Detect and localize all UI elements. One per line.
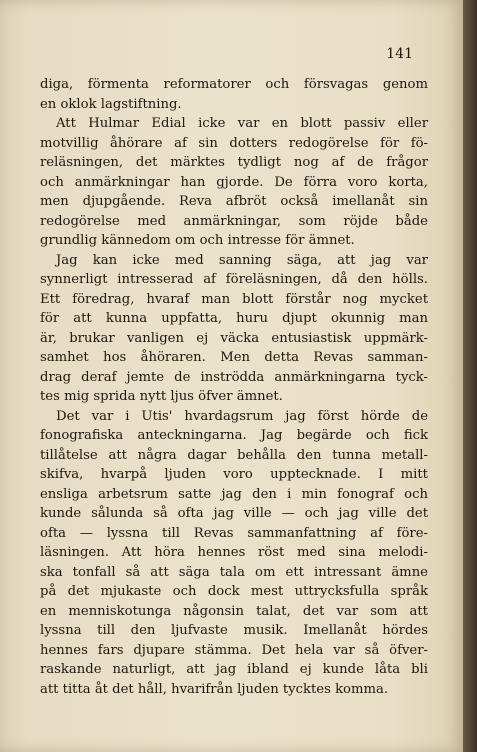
text-line: ofta — lyssna till Revas sammanfattning af före- [40, 525, 428, 541]
text-line: synnerligt intresserad af föreläsningen, då den hölls. [40, 272, 428, 287]
text-line: grundlig kännedom om och intresse för ämnet. [40, 233, 355, 248]
text-line: Jag kan icke med sanning säga, att jag var [56, 252, 428, 268]
text-line: hennes fars djupare stämma. Det hela var så öfver- [40, 642, 428, 658]
text-line: på det mjukaste och dock mest uttrycksfulla språk [40, 584, 428, 599]
text-line: motvillig åhörare af sin dotters redogörelse för fö- [40, 135, 428, 151]
text-line: skifva, hvarpå ljuden voro upptecknade. I mitt [40, 467, 428, 482]
book-edge [463, 0, 477, 752]
text-line: för att kunna uppfatta, huru djupt okunnig man [40, 311, 428, 326]
text-line: Ett föredrag, hvaraf man blott förstår nog mycket [40, 291, 428, 307]
text-line: är, brukar vanligen ej väcka entusiastisk uppmärk- [40, 330, 428, 346]
page-number: 141 [386, 46, 413, 62]
text-line: reläsningen, det märktes tydligt nog af de frågor [40, 155, 428, 170]
text-line: att titta åt det håll, hvarifrån ljuden tycktes komma. [40, 681, 389, 697]
text-line: samhet hos åhöraren. Men detta Revas samman- [40, 350, 428, 365]
text-line: och anmärkningar han gjorde. De förra voro korta, [40, 174, 428, 190]
text-line: läsningen. Att höra hennes röst med sina melodi- [40, 545, 428, 560]
text-line: ensliga arbetsrum satte jag den i min fonograf och [40, 486, 428, 502]
text-line: diga, förmenta reformatorer och försvagas genom [40, 77, 428, 92]
text-line: en oklok lagstiftning. [40, 96, 182, 112]
text-line: kunde sålunda så ofta jag ville — och jag ville det [40, 506, 428, 521]
page-text [40, 75, 428, 699]
text-line: fonografiska anteckningarna. Jag begärde och fick [40, 428, 428, 443]
text-line: en menniskotunga någonsin talat, det var som att [40, 603, 428, 619]
text-line: lyssna till den ljufvaste musik. Imellanåt hördes [40, 623, 428, 638]
text-line: tes mig sprida nytt ljus öfver ämnet. [40, 389, 283, 404]
text-line: tillåtelse att några dagar behålla den tunna metall- [40, 447, 428, 463]
text-line: men djupgående. Reva afbröt också imellanåt sin [40, 194, 428, 209]
text-line: Att Hulmar Edial icke var en blott passiv eller [56, 116, 428, 131]
text-line: redogörelse med anmärkningar, som röjde både [40, 213, 428, 229]
text-line: drag deraf jemte de inströdda anmärkningarna tyck- [40, 369, 428, 385]
text-line: raskande naturligt, att jag ibland ej kunde låta bli [40, 662, 428, 677]
text-line: Det var i Utis' hvardagsrum jag först hörde de [56, 408, 428, 424]
text-line: ska tonfall så att säga tala om ett intressant ämne [40, 564, 428, 580]
